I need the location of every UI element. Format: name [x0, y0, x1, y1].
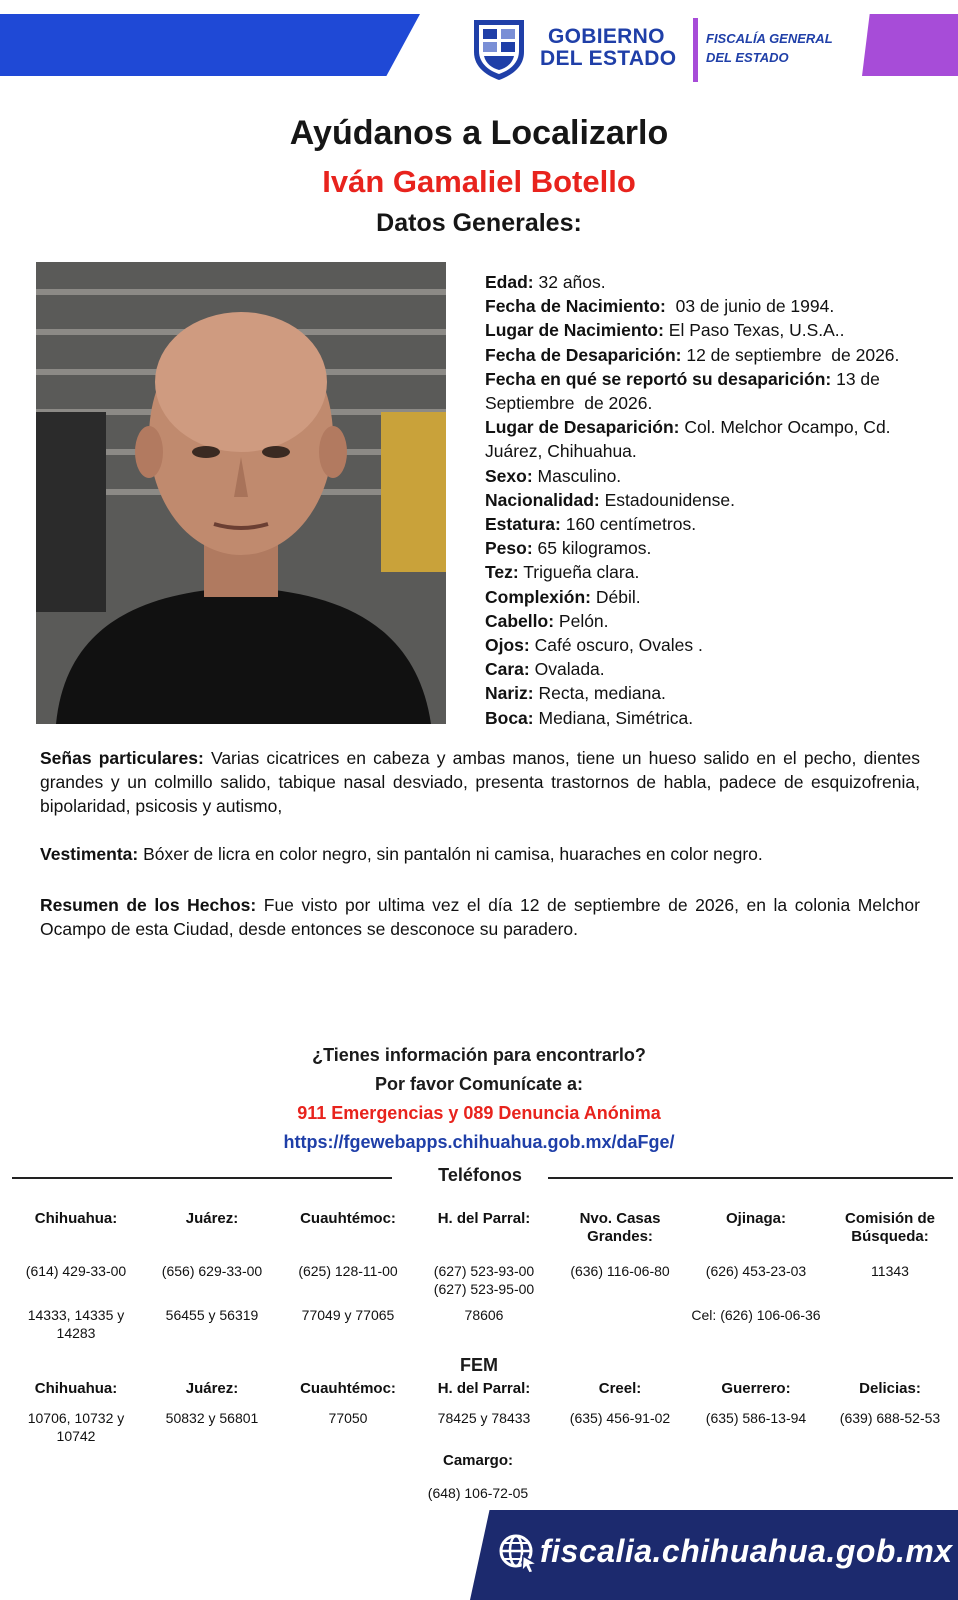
fem-value: (639) 688-52-53 [839, 1410, 941, 1426]
fem-city-header: Guerrero: [721, 1380, 791, 1397]
detail-value: Trigueña clara. [518, 562, 640, 583]
fem-city-header: Delicias: [859, 1380, 921, 1397]
detail-value: 03 de junio de 1994. [665, 296, 835, 317]
detail-value: 160 centímetros. [560, 514, 697, 535]
contact-question: ¿Tienes información para encontrarlo? [312, 1045, 646, 1065]
detail-label: Cabello: [485, 610, 555, 631]
detail-value: Estadounidense. [599, 489, 735, 510]
tel-phone: (627) 523-93-00 (627) 523-95-00 [433, 1263, 535, 1297]
emergency-numbers: 911 Emergencias y 089 Denuncia Anónima [297, 1103, 661, 1123]
fem-camargo-value: (648) 106-72-05 [427, 1485, 529, 1501]
detail-value: Débil. [590, 586, 641, 607]
resumen-paragraph [40, 893, 920, 941]
detail-label: Complexión: [485, 586, 591, 607]
detail-label: Fecha en qué se reportó su desaparición: [485, 368, 832, 389]
detail-row [485, 609, 935, 633]
fem-city-header: Juárez: [185, 1380, 239, 1397]
detail-label: Ojos: [485, 635, 530, 656]
tel-phone: (626) 453-23-03 [705, 1263, 807, 1279]
detail-value: Café oscuro, Ovales . [529, 635, 703, 656]
tel-city-header: Juárez: [185, 1210, 239, 1227]
detail-row [485, 294, 935, 318]
detail-value: 32 años. [533, 272, 606, 292]
detail-label: Peso: [485, 538, 533, 559]
detail-label: Tez: [485, 562, 519, 583]
state-shield-logo [470, 16, 528, 82]
tel-extension: 14333, 14335 y 14283 [27, 1307, 125, 1341]
fem-title: FEM [460, 1355, 498, 1375]
section-title-datos: Datos Generales: [376, 209, 582, 237]
fem-value: (635) 456-91-02 [569, 1410, 671, 1426]
fem-city-header: Chihuahua: [34, 1380, 118, 1397]
senas-paragraph [40, 746, 920, 818]
resumen-value: Fue visto por ultima vez el día 12 de septiembre de 2026, en la colonia Melchor Ocampo de esta Ciudad, desde entonces se desconoce su paradero. [40, 895, 920, 939]
detail-label: Sexo: [485, 465, 533, 486]
tel-phone: (656) 629-33-00 [161, 1263, 263, 1279]
gobierno-line2: DEL ESTADO [540, 47, 677, 70]
details-list [485, 270, 935, 730]
tel-extension: 77049 y 77065 [301, 1307, 395, 1323]
detail-row [485, 585, 935, 609]
detail-label: Estatura: [485, 514, 561, 535]
tel-city-header: Chihuahua: [34, 1210, 118, 1227]
tel-city-header: H. del Parral: [437, 1210, 531, 1227]
fem-value: 77050 [328, 1410, 368, 1426]
gobierno-line1: GOBIERNO [548, 25, 665, 48]
detail-row [485, 560, 935, 584]
detail-value: 12 de septiembre de 2026. [681, 344, 900, 365]
tel-phone: (614) 429-33-00 [25, 1263, 127, 1279]
detail-value: Mediana, Simétrica. [533, 707, 694, 728]
fem-value: (635) 586-13-94 [705, 1410, 807, 1426]
detail-value: 65 kilogramos. [532, 538, 652, 559]
detail-label: Fecha de Desaparición: [485, 344, 682, 365]
poster-title: Ayúdanos a Localizarlo [289, 114, 669, 152]
detail-label: Lugar de Desaparición: [485, 417, 680, 438]
detail-row [485, 488, 935, 512]
detail-value: Masculino. [532, 465, 622, 486]
detail-row [485, 343, 935, 367]
footer-website-link[interactable]: fiscalia.chihuahua.gob.mx [540, 1533, 953, 1569]
contact-please: Por favor Comunícate a: [374, 1074, 584, 1094]
fem-value: 50832 y 56801 [165, 1410, 259, 1426]
header-divider [693, 18, 698, 82]
detail-row [485, 464, 935, 488]
detail-value: Pelón. [554, 610, 609, 631]
detail-row [485, 270, 935, 294]
tel-phone: (625) 128-11-00 [298, 1263, 398, 1279]
detail-row [485, 415, 935, 463]
vestimenta-paragraph [40, 842, 920, 866]
header-purple-band [862, 14, 958, 76]
tel-phone: (636) 116-06-80 [570, 1263, 670, 1279]
tel-city-header: Ojinaga: [725, 1210, 786, 1227]
detail-label: Fecha de Nacimiento: [485, 296, 666, 317]
tel-extension: Cel: (626) 106-06-36 [691, 1307, 821, 1323]
detail-row [485, 318, 935, 342]
vestimenta-label: Vestimenta: [40, 844, 139, 864]
fiscalia-line1: FISCALÍA GENERAL [706, 31, 833, 46]
telefonos-title: Teléfonos [438, 1165, 522, 1185]
detail-row [485, 706, 935, 730]
detail-label: Cara: [485, 659, 530, 680]
vestimenta-value: Bóxer de licra en color negro, sin pantalón ni camisa, huaraches en color negro. [138, 844, 763, 864]
detail-label: Lugar de Nacimiento: [485, 320, 664, 341]
fem-value: 10706, 10732 y 10742 [27, 1410, 125, 1444]
detail-row [485, 681, 935, 705]
detail-label: Edad: [485, 272, 534, 292]
detail-value: 13 de Septiembre de 2026. [485, 368, 885, 414]
fiscalia-line2: DEL ESTADO [706, 50, 789, 65]
detail-row [485, 536, 935, 560]
globe-cursor-icon [497, 1532, 539, 1574]
detail-row [485, 512, 935, 536]
detail-value: Recta, mediana. [533, 683, 666, 704]
tel-city-header: Cuauhtémoc: [300, 1210, 396, 1227]
fem-value: 78425 y 78433 [437, 1410, 531, 1426]
report-url-link[interactable]: https://fgewebapps.chihuahua.gob.mx/daFge/ [283, 1132, 675, 1152]
fem-city-header: Cuauhtémoc: [300, 1380, 396, 1397]
fem-camargo-header: Camargo: [442, 1452, 513, 1469]
resumen-label: Resumen de los Hechos: [40, 895, 257, 915]
detail-row [485, 657, 935, 681]
fem-city-header: Creel: [598, 1380, 642, 1397]
senas-label: Señas particulares: [40, 748, 204, 768]
detail-value: Col. Melchor Ocampo, Cd. Juárez, Chihuahua. [485, 417, 896, 462]
detail-label: Boca: [485, 707, 534, 728]
detail-value: El Paso Texas, U.S.A.. [663, 320, 845, 341]
detail-row [485, 367, 935, 415]
missing-person-name: Iván Gamaliel Botello [322, 164, 636, 199]
detail-value: Ovalada. [529, 659, 605, 680]
divider-left [12, 1177, 392, 1179]
tel-extension: 56455 y 56319 [165, 1307, 259, 1323]
person-photo [36, 262, 446, 724]
tel-city-header: Nvo. Casas Grandes: [579, 1210, 661, 1245]
fem-city-header: H. del Parral: [437, 1380, 531, 1397]
detail-label: Nariz: [485, 683, 534, 704]
tel-extension: 78606 [464, 1307, 504, 1323]
detail-label: Nacionalidad: [485, 489, 600, 510]
header-blue-band [0, 14, 420, 76]
detail-row [485, 633, 935, 657]
tel-phone: 11343 [871, 1263, 909, 1279]
senas-value: Varias cicatrices en cabeza y ambas manos, tiene un hueso salido en el pecho, dientes grandes y un colmillo salido, tabique nasal desviado, presenta trastornos de habla, padece de esquizofrenia, bipolaridad, psicosis y autismo, [40, 748, 920, 816]
tel-city-header: Comisión de Búsqueda: [844, 1210, 935, 1245]
divider-right [548, 1177, 953, 1179]
